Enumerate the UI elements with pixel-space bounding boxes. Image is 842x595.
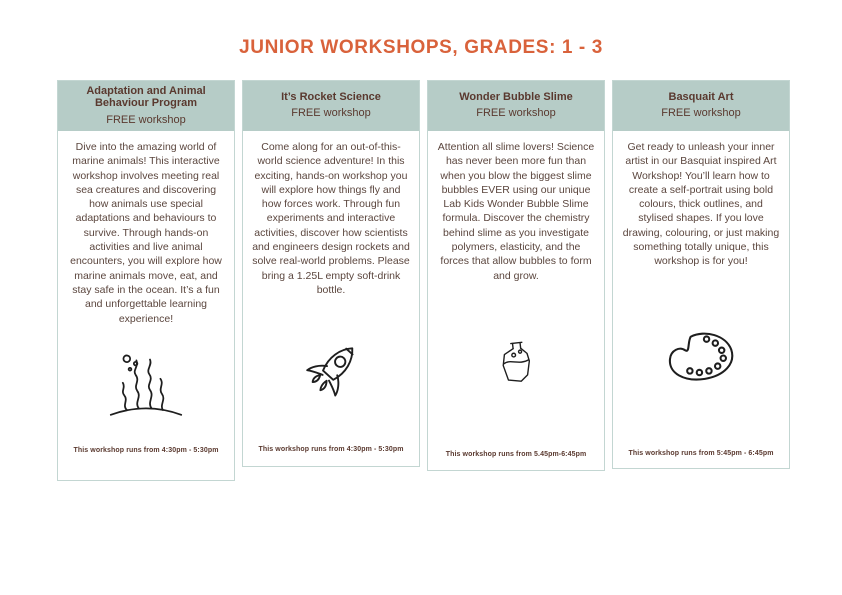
card-subtitle: FREE workshop: [291, 107, 371, 120]
card-icon-area: [243, 297, 419, 446]
rocket-icon: [288, 333, 374, 411]
seaweed-icon: [106, 347, 186, 425]
card-title: Basquait Art: [668, 90, 734, 103]
card-time: This workshop runs from 4:30pm - 5:30pm: [73, 447, 219, 454]
card-description: Get ready to unleash your inner artist in our Basquiat inspired Art Workshop! You’ll learn how to create a self-portrait using bold colours, thick outlines, and stylised shapes. If you love drawing, colouring, or just making something totally unique, this workshop is for you!: [622, 141, 780, 268]
page-title: JUNIOR WORKSHOPS, GRADES: 1 - 3: [239, 37, 603, 58]
card-header: [428, 81, 604, 131]
card-title: It’s Rocket Science: [281, 90, 381, 103]
card-description: Dive into the amazing world of marine animals! This interactive workshop involves meeting real sea creatures and discovering how animals use special adaptations and behaviours to survive. Through hands-on activities and live animal encounters, you will explore how marine animals move, eat, and stay safe in the ocean. It’s a fun and unforgettable learning experience!: [70, 141, 222, 325]
flask-icon: [487, 329, 545, 405]
card-icon-area: [613, 269, 789, 450]
card-icon-area: [428, 283, 604, 451]
card-time: This workshop runs from 4:30pm - 5:30pm: [258, 446, 404, 453]
card-description: Come along for an out-of-this-world science adventure! In this exciting, hands-on workshop you will explore how things fly and how forces work. Through fun experiments and interactive activities, discover how scientists and engineers design rockets and solve real-world problems. Please bring a 1.25L empty soft-drink bottle.: [252, 141, 410, 296]
card-time: This workshop runs from 5:45pm - 6:45pm: [628, 450, 774, 457]
palette-icon: [661, 328, 741, 390]
workshop-cards-row: [57, 80, 790, 481]
card-time: This workshop runs from 5.45pm-6:45pm: [445, 451, 587, 458]
card-description: Attention all slime lovers! Science has never been more fun than when you blow the biggest slime bubbles EVER using our unique Lab Kids Wonder Bubble Slime formula. Discover the chemistry behind slime as you investigate polymers, elasticity, and the forces that allow bubbles to form and grow.: [437, 141, 595, 282]
card-title: Adaptation and Animal Behaviour Program: [86, 84, 206, 109]
card-subtitle: FREE workshop: [661, 107, 741, 120]
card-header: [243, 81, 419, 131]
card-title: Wonder Bubble Slime: [459, 90, 573, 103]
workshop-card-basquiat-art: [612, 80, 790, 469]
card-header: [58, 81, 234, 131]
card-header: [613, 81, 789, 131]
card-subtitle: FREE workshop: [476, 107, 556, 120]
workshop-card-bubble-slime: [427, 80, 605, 471]
card-icon-area: [58, 326, 234, 447]
workshop-card-rocket-science: [242, 80, 420, 467]
card-subtitle: FREE workshop: [106, 113, 186, 126]
workshop-card-adaptation: [57, 80, 235, 481]
